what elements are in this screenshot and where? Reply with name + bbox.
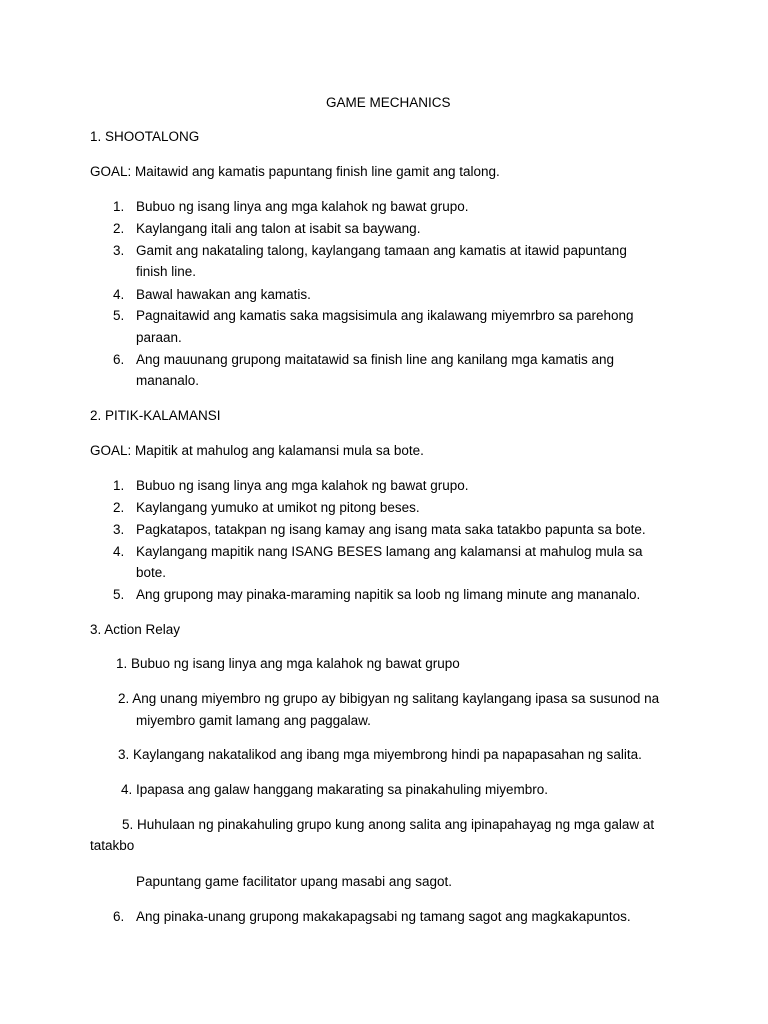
list-number: 2.: [113, 221, 125, 236]
list-item-text: 3. Kaylangang nakatalikod ang ibang mga miyembrong hindi pa napapasahan ng salita.: [118, 747, 642, 762]
list-number: 1.: [113, 199, 125, 214]
list-number: 6.: [113, 909, 125, 924]
section-goal: GOAL: Mapitik at mahulog ang kalamansi mula sa bote.: [90, 443, 424, 458]
list-number: 3.: [113, 522, 125, 537]
list-item-text: Bawal hawakan ang kamatis.: [136, 287, 311, 302]
list-item-text: 1. Bubuo ng isang linya ang mga kalahok ng bawat grupo: [116, 656, 460, 671]
list-item-text: tatakbo: [90, 838, 135, 853]
list-item-text: Kaylangang yumuko at umikot ng pitong beses.: [136, 500, 420, 515]
list-number: 6.: [113, 352, 125, 367]
list-number: 2.: [113, 500, 125, 515]
list-item-text: bote.: [136, 565, 167, 580]
list-item-text: Papuntang game facilitator upang masabi ang sagot.: [136, 874, 452, 889]
section-heading: 1. SHOOTALONG: [90, 129, 200, 144]
list-item-text: 5. Huhulaan ng pinakahuling grupo kung anong salita ang ipinapahayag ng mga galaw at: [122, 817, 655, 832]
list-item-text: Ang grupong may pinaka-maraming napitik sa loob ng limang minute ang mananalo.: [136, 587, 641, 602]
section-goal: GOAL: Maitawid ang kamatis papuntang finish line gamit ang talong.: [90, 164, 500, 179]
section-heading: 3. Action Relay: [90, 622, 181, 637]
section-heading: 2. PITIK-KALAMANSI: [90, 408, 221, 423]
list-item-text: Bubuo ng isang linya ang mga kalahok ng bawat grupo.: [136, 199, 469, 214]
list-number: 1.: [113, 478, 125, 493]
list-item-text: finish line.: [136, 264, 197, 279]
list-item-text: Pagnaitawid ang kamatis saka magsisimula ang ikalawang miyemrbro sa parehong: [136, 308, 634, 323]
list-item-text: Bubuo ng isang linya ang mga kalahok ng bawat grupo.: [136, 478, 469, 493]
list-item-text: mananalo.: [136, 373, 200, 388]
list-number: 3.: [113, 243, 125, 258]
list-item-text: Ang mauunang grupong maitatawid sa finish line ang kanilang mga kamatis ang: [136, 352, 615, 367]
list-number: 4.: [113, 544, 125, 559]
list-item-text: Kaylangang mapitik nang ISANG BESES lamang ang kalamansi at mahulog mula sa: [136, 544, 643, 559]
list-item-text: paraan.: [136, 330, 182, 345]
list-number: 4.: [113, 287, 125, 302]
list-item-text: Ang pinaka-unang grupong makakapagsabi ng tamang sagot ang magkakapuntos.: [136, 909, 631, 924]
list-item-text: 2. Ang unang miyembro ng grupo ay bibigyan ng salitang kaylangang ipasa sa susunod na: [118, 691, 660, 706]
list-number: 5.: [113, 587, 125, 602]
list-item-text: miyembro gamit lamang ang paggalaw.: [136, 713, 371, 728]
list-item-text: Pagkatapos, tatakpan ng isang kamay ang isang mata saka tatakbo papunta sa bote.: [136, 522, 646, 537]
list-item-text: Gamit ang nakataling talong, kaylangang tamaan ang kamatis at itawid papuntang: [136, 243, 627, 258]
list-item-text: Kaylangang itali ang talon at isabit sa baywang.: [136, 221, 421, 236]
list-number: 5.: [113, 308, 125, 323]
page-title: GAME MECHANICS: [326, 95, 451, 110]
list-item-text: 4. Ipapasa ang galaw hanggang makarating sa pinakahuling miyembro.: [121, 782, 549, 797]
